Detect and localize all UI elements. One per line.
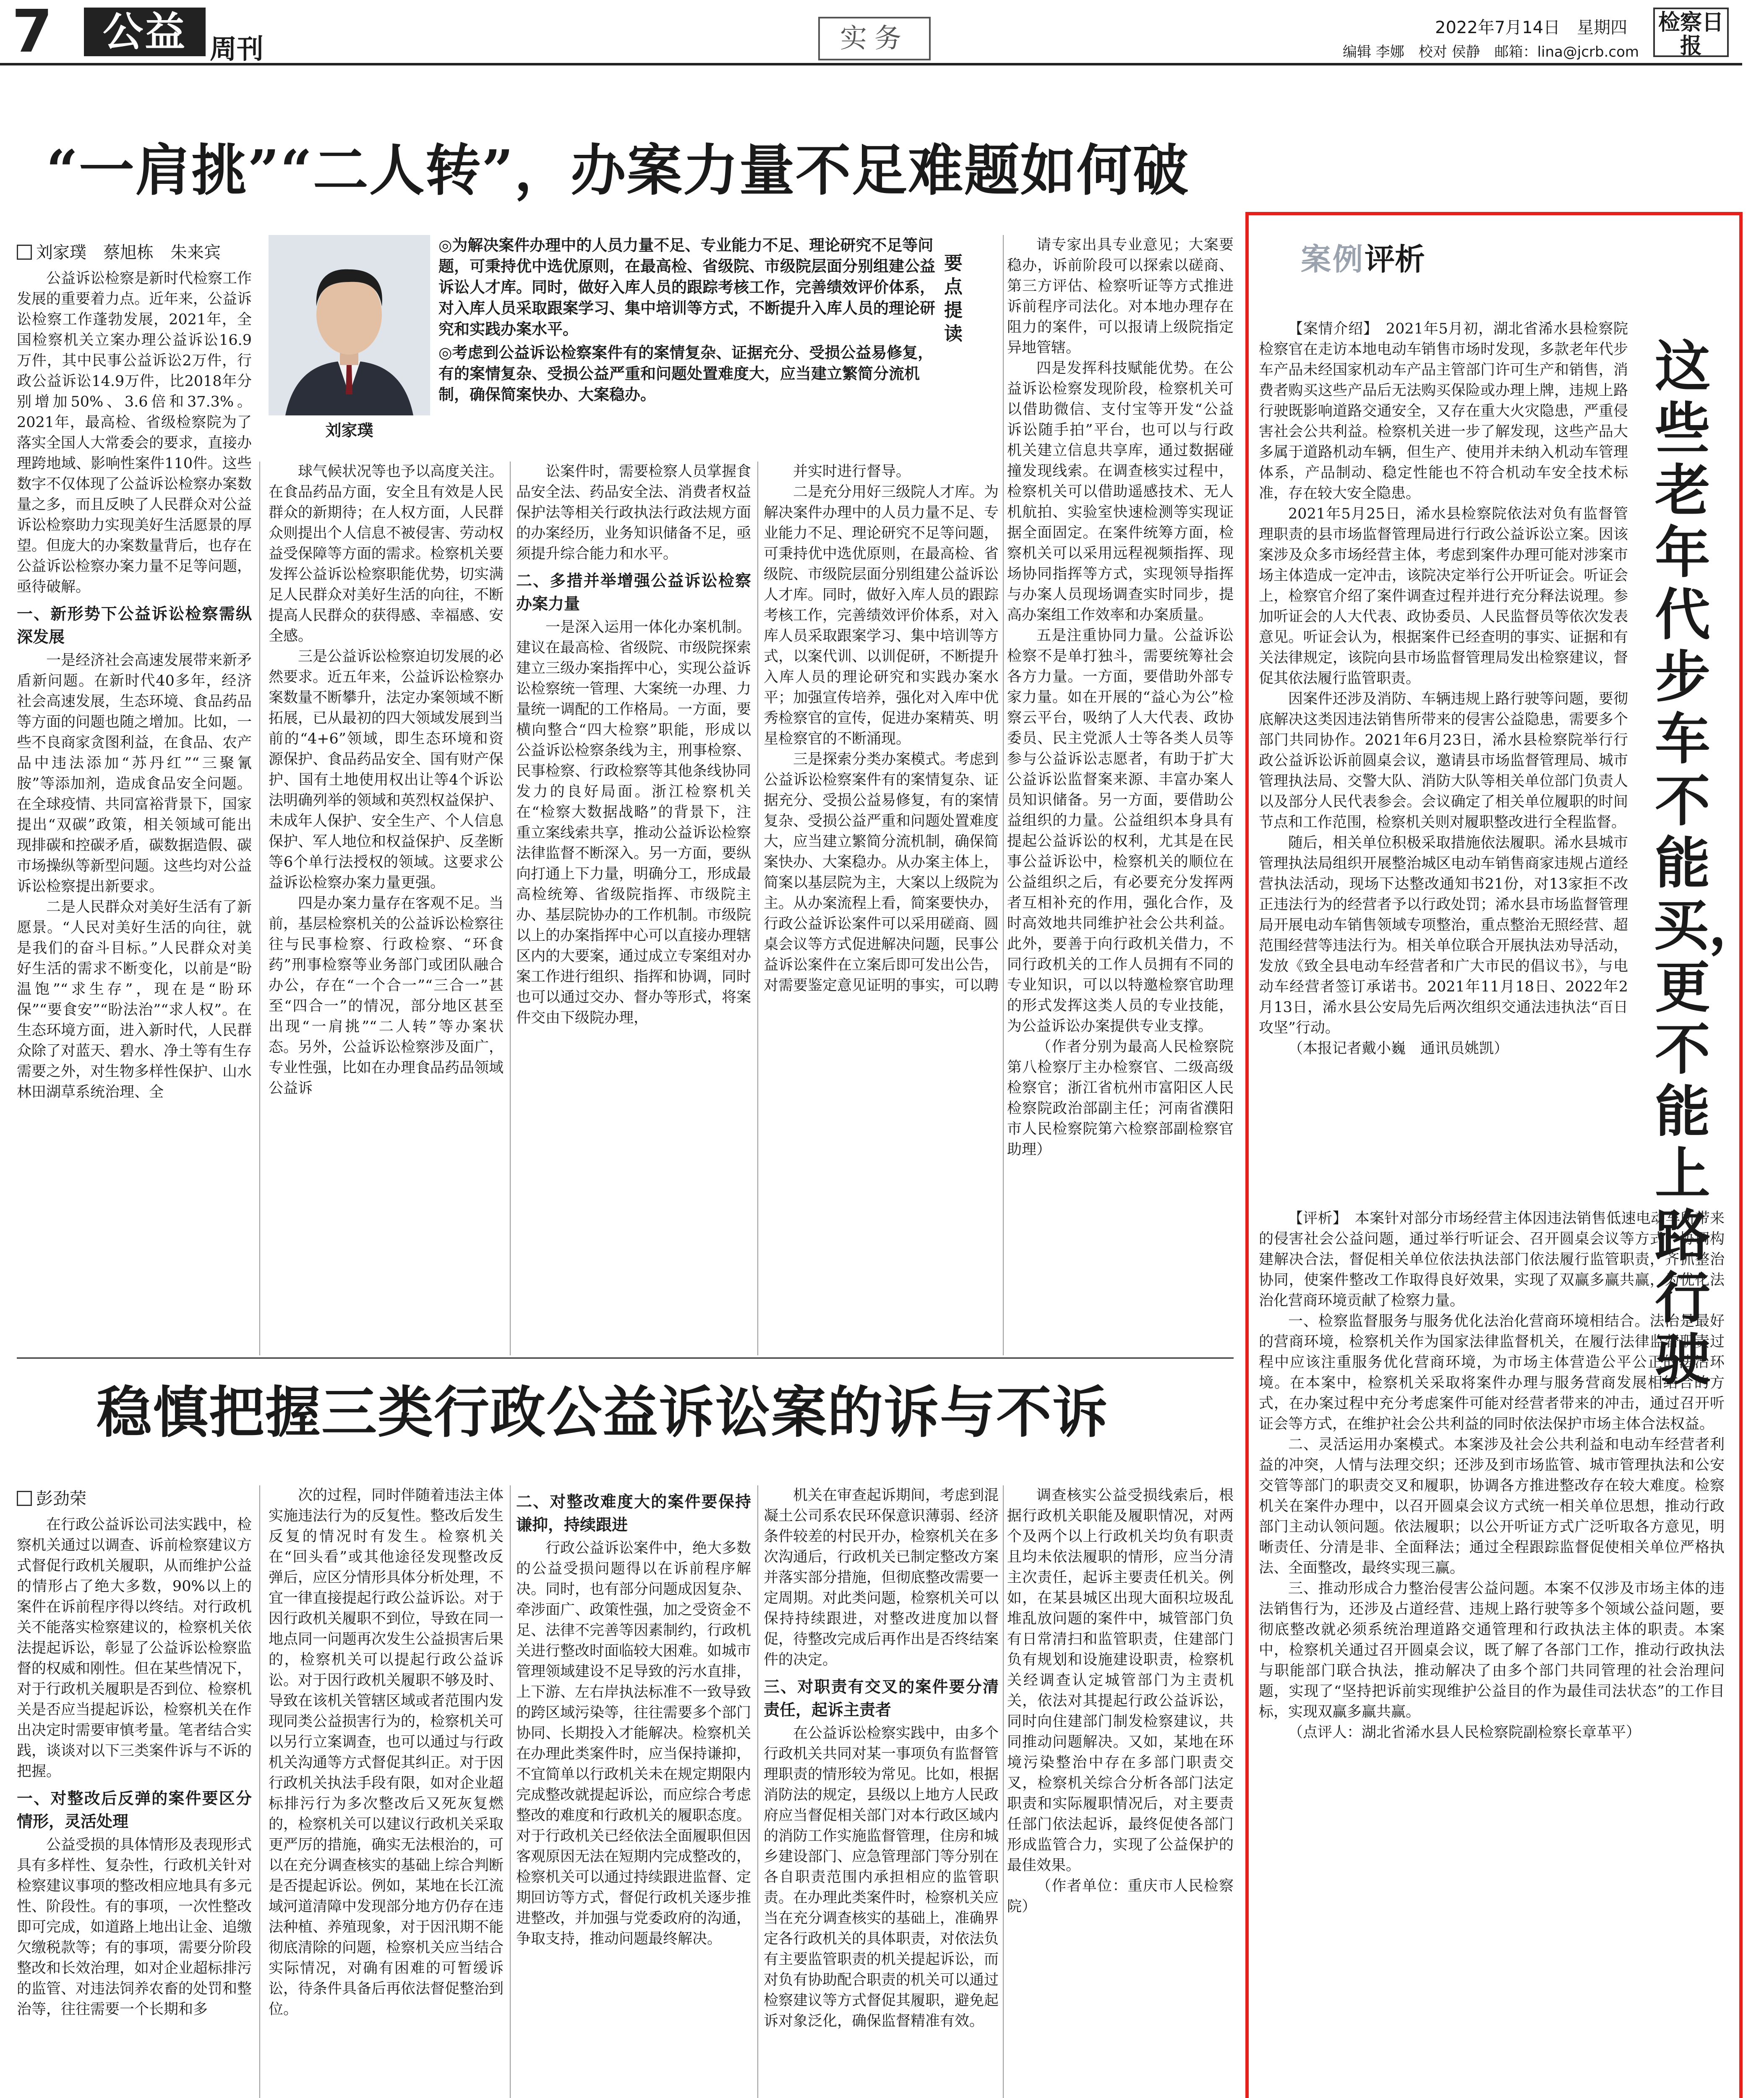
paragraph: 在行政公益诉讼司法实践中，检察机关通过以调查、诉前检察建议方式督促行政机关履职，从而维护公益的情形占了绝大多数，90%以上的案件在诉前程序得以终结。对行政机关不能落实检察建议的，检察机关依法提起诉讼，彰显了公益诉讼检察监督的权威和刚性。但在某些情况下，对于行政机关履职是否到位、检察机关是否应当提起诉讼，检察机关在作出决定时需要审慎考量。笔者结合实践，谈谈对以下三类案件诉与不诉的把握。 xyxy=(17,1516,252,1780)
paragraph: 调查核实公益受损线索后，根据行政机关职能及履职情况，对两个及两个以上行政机关均负有职责且均未依法履职的情形，应当分清主次责任，起诉主要责任机关。例如，在某县城区出现大面积垃圾乱堆乱放问题的案件中，城管部门负有日常清扫和监管职责，住建部门负有规划和设施建设职责，检察机关经调查认定城管部门为主责机关，依法对其提起行政公益诉讼，同时向住建部门制发检察建议，共同推动问题解决。又如，某地在环境污染整治中存在多部门职责交叉，检察机关综合分析各部门法定职责和实际履职情况后，对主要责任部门依法起诉，最终促使各部门形成监管合力，实现了公益保护的最佳效果。 xyxy=(1007,1487,1234,1874)
column-divider xyxy=(757,462,758,1355)
paragraph: 行政公益诉讼案件中，绝大多数的公益受损问题得以在诉前程序解决。同时，也有部分问题成因复杂、牵涉面广、政策性强，加之受资金不足、法律不完善等因素制约，行政机关进行整改时面临较大困难。如城市管理领域建设不足导致的污水直排，上下游、左右岸执法标准不一致导致的跨区域污染等，往往需要多个部门协同、长期投入才能解决。检察机关在办理此类案件时，应当保持谦抑，不宜简单以行政机关未在规定期限内完成整改就提起诉讼，而应综合考虑整改的难度和行政机关的履职态度。对于行政机关已经依法全面履职但因客观原因无法在短期内完成整改的，检察机关可以通过持续跟进监督、定期回访等方式，督促行政机关逐步推进整改，并加强与党委政府的沟通，争取支持，推动问题最终解决。 xyxy=(516,1540,752,1947)
column-divider xyxy=(757,1485,758,2098)
section-brand: 公益 xyxy=(84,8,206,56)
article1-col-4 xyxy=(764,462,999,1355)
article1-col-2 xyxy=(269,462,504,1355)
key-points-label: 要点提读 xyxy=(944,253,963,344)
article2-author: 彭劲荣 xyxy=(36,1489,86,1508)
paragraph: 机关在审查起诉期间，考虑到混凝土公司系农民环保意识薄弱、经济条件较差的村民开办，检察机关在多次沟通后，行政机关已制定整改方案并落实部分措施，但彻底整改需要一定周期。对此类问题，检察机关可以保持持续跟进，对整改进度加以督促，待整改完成后再作出是否终结案件的决定。 xyxy=(764,1487,999,1668)
paragraph: 因案件还涉及消防、车辆违规上路行驶等问题，要彻底解决这类因违法销售所带来的侵害公益隐患，需要多个部门共同协作。2021年6月23日，浠水县检察院举行行政公益诉讼诉前圆桌会议，邀请县市场监督管理局、城市管理执法局、交警大队、消防大队等相关单位部门负责人以及部分人民代表参会。会议确定了相关单位履职的时间节点和工作范围，检察机关则对履职整改进行全程监督。 xyxy=(1259,691,1628,831)
article1-col-3 xyxy=(516,462,751,1355)
key-point-1: ◎为解决案件办理中的人员力量不足、专业能力不足、理论研究不足等问题，可秉持优中选优原则，在最高检、省级院、市级院层面分别组建公益诉讼人才库。同时，做好入库人员的跟踪考核工作，完善绩效评价体系，对入库人员采取跟案学习、集中培训等方式，不断提升入库人员的理论研究和实践办案水平。 xyxy=(438,236,935,338)
subheading: 二、多措并举增强公益诉讼检察办案力量 xyxy=(516,571,751,613)
portrait-caption: 刘家璞 xyxy=(325,421,373,440)
paragraph: 请专家出具专业意见；大案要稳办，诉前阶段可以探索以磋商、第三方评估、检察听证等方式推进诉前程序司法化。对本地办理存在阻力的案件，可以报请上级院指定异地管辖。 xyxy=(1007,237,1234,356)
case-analysis-label xyxy=(1301,235,1425,279)
case-title: 这些老年代步车不能买，更不能上路行驶 xyxy=(1653,334,1764,1393)
subheading: 三、对职责有交叉的案件要分清责任，起诉主责者 xyxy=(764,1678,999,1719)
column-divider xyxy=(510,1485,511,2098)
case-body-top xyxy=(1259,319,1628,1200)
byline-box-icon xyxy=(17,245,32,260)
paragraph: 五是注重协同力量。公益诉讼检察不是单打独斗，需要统筹社会各方力量。一方面，要借助外部专家力量。如在开展的“益心为公”检察云平台，吸纳了人大代表、政协委员、民主党派人士等各类人员等参与公益诉讼志愿者，有助于扩大公益诉讼监督案来源、丰富办案人员知识储备。另一方面，要借助公益组织的力量。公益组织本身具有提起公益诉讼的权利，尤其是在民事公益诉讼中，检察机关的顺位在公益组织之后，有必要充分发挥两者互相补充的作用，强化合作，及时高效地共同维护社会公共利益。此外，要善于向行政机关借力，不同行政机关的工作人员拥有不同的专业知识，可以以特邀检察官助理的形式发挥这类人员的专业技能，为公益诉讼办案提供专业支撑。 xyxy=(1007,627,1234,1035)
subheading: 一、新形势下公益诉讼检察需纵深发展 xyxy=(17,605,252,646)
column-divider xyxy=(1003,1485,1004,2098)
paragraph: 二、灵活运用办案模式。本案涉及社会公共利益和电动车经营者利益的冲突，人情与法理交织；还涉及到市场监管、城市管理执法和公安交管等部门的职责交叉和履职，协调各方推进整改存在较大难度。检察机关在案件办理中，以召开圆桌会议方式统一相关单位思想，推动行政部门主动认领问题。依法履职；以公开听证方式广泛听取各方意见，明晰责任、分清是非、全面释法；通过全程跟踪监督促使相关单位严格执法、全面整改，最终实现三赢。 xyxy=(1259,1436,1725,1576)
column-name: 实务 xyxy=(818,17,931,60)
paragraph: 二是充分用好三级院人才库。为解决案件办理中的人员力量不足、专业能力不足、理论研究不足等问题，可秉持优中选优原则，在最高检、省级院、市级院层面分别组建公益诉讼人才库。同时，做好入库人员的跟踪考核工作，完善绩效评价体系，对入库人员采取跟案学习、集中培训等方式，以案代训、以训促研，不断提升入库人员的理论研究和实践办案水平；加强宣传培养，强化对入库中优秀检察官的宣传，促进办案精英、明星检察官的不断涌现。 xyxy=(764,484,999,747)
key-point-2: ◎考虑到公益诉讼检察案件有的案情复杂、证据充分、受损公益易修复，有的案情复杂、受损公益严重和问题处置难度大，应当建立繁简分流机制，确保简案快办、大案稳办。 xyxy=(438,344,934,404)
paragraph: 次的过程，同时伴随着违法主体实施违法行为的反复性。整改后发生反复的情况时有发生。检察机关在“回头看”或其他途径发现整改反弹后，应区分情形具体分析处理，不宜一律直接提起行政公益诉讼。对于因行政机关履职不到位，导致在同一地点同一问题再次发生公益损害后果的，检察机关可以提起行政公益诉讼。对于因行政机关履职不够及时、导致在该机关管辖区域或者范围内发现同类公益损害行为的，检察机关可以另行立案调查，也可以通过与行政机关沟通等方式督促其纠正。对于因行政机关执法手段有限，如对企业超标排污行为多次整改后又死灰复燃的，检察机关可以建议行政机关采取更严厉的措施，确实无法根治的，可以在充分调查核实的基础上综合判断是否提起诉讼。例如，某地在长江流域河道清障中发现部分地方仍存在违法种植、养殖现象，对于因汛期不能彻底清除的问题，检察机关应当结合实际情况，对确有困难的可暂缓诉讼，待条件具备后再依法督促整治到位。 xyxy=(269,1487,504,2018)
article2-byline xyxy=(17,1485,86,1509)
paragraph: 一是经济社会高速发展带来新矛盾新问题。在新时代40多年，经济社会高速发展，生态环境、食品药品等方面的问题也随之增加。比如，一些不良商家贪图利益，在食品、农产品中违法添加“苏丹红”“三聚氰胺”等添加剂，造成食品安全问题。在全球疫情、共同富裕背景下，国家提出“双碳”政策，相关领域可能出现排碳和控碳矛盾，碳数据造假、碳市场操纵等新型问题。这些均对公益诉讼检察提出新要求。 xyxy=(17,652,252,895)
paragraph: 讼案件时，需要检察人员掌握食品安全法、药品安全法、消费者权益保护法等相关行政执法行政法规方面的办案经历，业务知识储备不足，亟须提升综合能力和水平。 xyxy=(516,463,752,562)
column-divider xyxy=(259,1485,260,2098)
column-divider xyxy=(259,462,260,1355)
paragraph: 三是探索分类办案模式。考虑到公益诉讼检察案件有的案情复杂、证据充分、受损公益易修复，有的案情复杂、受损公益严重和问题处置难度大，应当建立繁简分流机制，确保简案快办、大案稳办。从办案主体上，简案以基层院为主，大案以上级院为主。从办案流程上看，简案要快办，行政公益诉讼案件可以采用磋商、圆桌会议等方式促进解决问题，民事公益诉讼案件在立案后即可发出公告，对需要鉴定意见证明的事实，可以聘 xyxy=(764,751,999,994)
editor-credits: 编辑 李娜 校对 侯静 邮箱：lina@jcrb.com xyxy=(1343,44,1639,60)
newspaper-logo: 检察日报 xyxy=(1653,8,1729,57)
issue-date: 2022年7月14日 星期四 xyxy=(1435,18,1628,37)
paragraph: 并实时进行督导。 xyxy=(793,463,911,480)
section-divider xyxy=(17,1357,1234,1359)
paragraph: 一、检察监督服务与服务优化法治化营商环境相结合。法治是最好的营商环境，检察机关作为国家法律监督机关，在履行法律监督职责过程中应该注重服务优化营商环境，为市场主体营造公平公正的法治环境。在本案中，检察机关采取将案件办理与服务营商发展相结合的方式，在办案过程中充分考虑案件可能对经营者带来的冲击，通过召开听证会等方式，在维护社会公共利益的同时依法保护市场主体合法权益。 xyxy=(1259,1313,1725,1433)
paragraph: 公益受损的具体情形及表现形式具有多样性、复杂性，行政机关针对检察建议事项的整改相应地具有多元性、阶段性。有的事项，一次性整改即可完成，如道路上地出让金、追缴欠缴税款等；有的事项，需要分阶段整改和长效治理，如对企业超标排污的监管、对违法饲养农畜的处罚和整治等，往往需要一个长期和多 xyxy=(17,1837,252,2018)
paragraph: （点评人：湖北省浠水县人民检察院副检察长章革平） xyxy=(1288,1724,1641,1741)
case-label-b: 评析 xyxy=(1365,242,1425,277)
paragraph: （本报记者戴小巍 通讯员姚凯） xyxy=(1288,1040,1509,1057)
article2-col-3 xyxy=(516,1485,751,2098)
section-weekly-label: 周刊 xyxy=(210,34,264,65)
paragraph: 2021年5月25日，浠水县检察院依法对负有监督管理职责的县市场监督管理局进行行政公益诉讼立案。因该案涉及众多市场经营主体，考虑到案件办理可能对涉案市场主体造成一定冲击，该院决定举行公开听证会。听证会上，检察官介绍了案件调查过程并进行充分释法说理。参加听证会的人大代表、政协委员、人民监督员等依次发表意见。听证会认为，根据案件已经查明的事实、证据和有关法律规定，该院向县市场监督管理局发出检察建议，督促其依法履行监管职责。 xyxy=(1259,506,1628,687)
article2-col-2 xyxy=(269,1485,504,2098)
article1-authors: 刘家璞 蔡旭栋 朱来宾 xyxy=(36,243,221,262)
paragraph: 【评析】 本案针对部分市场经营主体因违法销售低速电动车所带来的侵害社会公益问题，通过举行听证会、召开圆桌会议等方式，协调构建解决合法，督促相关单位依法执法部门依法履行监管职责，齐抓整治协同，使案件整改工作取得良好效果，实现了双赢多赢共赢，为优化法治化营商环境贡献了检察力量。 xyxy=(1259,1210,1725,1309)
case-label-a: 案例 xyxy=(1301,242,1365,277)
paragraph: 三是公益诉讼检察迫切发展的必然要求。近五年来，公益诉讼检察办案数量不断攀升，法定办案领域不断拓展，已从最初的四大领域发展到当前的“4+6”领域，即生态环境和资源保护、食品药品安全、国有财产保护、国有土地使用权出让等4个诉讼法明确列举的领域和英烈权益保护、未成年人保护、安全生产、个人信息保护、军人地位和权益保护、反垄断等6个单行法授权的领域。这要求公益诉讼检察办案力量更强。 xyxy=(269,648,504,891)
paragraph: 三、推动形成合力整治侵害公益问题。本案不仅涉及市场主体的违法销售行为，还涉及占道经营、违规上路行驶等多个领域公益问题，要彻底整改就必须系统治理道路交通管理和行政执法主体的职责。本案中，检察机关通过召开圆桌会议，既了解了各部门工作，推动行政执法与职能部门联合执法，推动解决了由多个部门共同管理的社会治理问题，实现了“坚持把诉前实现维护公益目的作为最佳司法状态”的工作目标，实现双赢多赢共赢。 xyxy=(1259,1580,1725,1720)
article2-col-4 xyxy=(764,1485,999,2098)
article2-col-5 xyxy=(1007,1485,1234,2098)
subheading: 二、对整改难度大的案件要保持谦抑，持续跟进 xyxy=(516,1493,751,1534)
article1-col-1 xyxy=(17,269,252,1355)
page-number: 7 xyxy=(12,0,53,66)
paragraph: （作者分别为最高人民检察院第八检察厅主办检察官、二级高级检察官；浙江省杭州市富阳区人民检察院政治部副主任；河南省濮阳市人民检察院第六检察部副检察官助理） xyxy=(1007,1039,1234,1158)
paragraph: 在公益诉讼检察实践中，由多个行政机关共同对某一事项负有监督管理职责的情形较为常见。比如，根据消防法的规定，县级以上地方人民政府应当督促相关部门对本行政区域内的消防工作实施监督管理，住房和城乡建设部门、应急管理部门等分别在各自职责范围内承担相应的监管职责。在办理此类案件时，检察机关应当在充分调查核实的基础上，准确界定各行政机关的具体职责，对依法负有主要监管职责的机关提起诉讼，而对负有协助配合职责的机关可以通过检察建议等方式督促其履职，避免起诉对象泛化，确保监督精准有效。 xyxy=(764,1725,999,2030)
paragraph: 二是人民群众对美好生活有了新愿景。“人民对美好生活的向往，就是我们的奋斗目标。”人民群众对美好生活的需求不断变化，以前是“盼温饱”“求生存”，现在是“盼环保”“要食安”“盼法治”“求人权”。在生态环境方面，进入新时代，人民群众除了对蓝天、碧水、净土等有生存需要之外，对生物多样性保护、山水林田湖草系统治理、全 xyxy=(17,899,252,1101)
paragraph: 四是发挥科技赋能优势。在公益诉讼检察发现阶段，检察机关可以借助微信、支付宝等开发“公益诉讼随手拍”平台，也可以与行政机关建立信息共享库，通过数据碰撞发现线索。在调查核实过程中，检察机关可以借助遥感技术、无人机航拍、实验室快速检测等实现证据全面固定。在案件统筹方面，检察机关可以采用远程视频指挥、现场协同指挥等方式，实现领导指挥与办案人员现场调查实时同步，提高办案组工作效率和办案质量。 xyxy=(1007,360,1234,624)
paragraph: 【案情介绍】 2021年5月初，湖北省浠水县检察院检察官在走访本地电动车销售市场时发现，多款老年代步车产品未经国家机动车产品主管部门许可生产和销售，消费者购买这些产品后无法购买保险或办理上牌，违规上路行驶既影响道路交通安全，又存在重大火灾隐患，严重侵害社会公共利益。检察机关进一步了解发现，这些产品大多属于道路机动车辆，但生产、使用并未纳入机动车管理体系，产品制动、稳定性能也不符合机动车安全技术标准，存在较大安全隐患。 xyxy=(1259,321,1628,502)
article2-col-1 xyxy=(17,1515,252,2098)
paragraph: 四是办案力量存在客观不足。当前，基层检察机关的公益诉讼检察往往与民事检察、行政检察、“环食药”刑事检察等业务部门或团队融合办公，存在“一个合一”“三合一”甚至“四合一”的情况，部分地区甚至出现“一肩挑”“二人转”等办案状态。另外，公益诉讼检察涉及面广，专业性强，比如在办理食品药品领域公益诉 xyxy=(269,895,504,1097)
author-portrait xyxy=(269,235,430,415)
paragraph: 随后，相关单位积极采取措施依法履职。浠水县城市管理执法局组织开展整治城区电动车销售商家违规占道经营执法活动，现场下达整改通知书21份，对13家拒不改正违法行为的经营者予以行政处罚；浠水县市场监督管理局开展电动车销售领域专项整治，重点整治无照经营、超范围经营等违法行为。相关单位联合开展执法劝导活动，发放《致全县电动车经营者和广大市民的倡议书》，与电动车经营者签订承诺书。2021年11月18日、2022年2月13日，浠水县公安局先后两次组织交通法违执法“百日攻坚”行动。 xyxy=(1259,835,1628,1036)
article1-col-5 xyxy=(1007,235,1234,1355)
article2-headline: 稳慎把握三类行政公益诉讼案的诉与不诉 xyxy=(97,1380,1109,1445)
byline-box-icon xyxy=(17,1491,32,1506)
key-points xyxy=(438,235,942,405)
subheading: 一、对整改后反弹的案件要区分情形，灵活处理 xyxy=(17,1789,252,1831)
article1-byline xyxy=(17,239,221,263)
paragraph: 球气候状况等也予以高度关注。在食品药品方面，安全且有效是人民群众的新期待；在人权方面，人民群众则提出个人信息不被侵害、劳动权益受保障等方面的需求。检察机关要发挥公益诉讼检察职能优势，切实满足人民群众对美好生活的向往，不断提高人民群众的获得感、幸福感、安全感。 xyxy=(269,463,504,645)
paragraph: 公益诉讼检察是新时代检察工作发展的重要着力点。近年来，公益诉讼检察工作蓬勃发展，2021年，全国检察机关立案办理公益诉讼16.9万件，其中民事公益诉讼2万件，行政公益诉讼14.9万件，比2018年分别增加50%、3.6倍和37.3%。2021年，最高检、省级检察院为了落实全国人大常委会的要求，直接办理跨地域、影响性案件110件。这些数字不仅体现了公益诉讼检察办案数量之多，而且反映了人民群众对公益诉讼检察助力实现美好生活愿景的厚望。但庞大的办案数量背后，也存在公益诉讼检察办案力量不足等问题，亟待破解。 xyxy=(17,270,252,595)
article1-headline: “一肩挑”“二人转”，办案力量不足难题如何破 xyxy=(46,138,1189,203)
case-body-bottom xyxy=(1259,1208,1725,2098)
paragraph: （作者单位：重庆市人民检察院） xyxy=(1007,1878,1234,1915)
column-divider xyxy=(1003,235,1004,1355)
column-divider xyxy=(510,462,511,1355)
portrait-photo xyxy=(269,235,430,415)
paragraph: 一是深入运用一体化办案机制。建议在最高检、省级院、市级院探索建立三级办案指挥中心，实现公益诉讼检察统一管理、大案统一办理、力量统一调配的工作格局。一方面，要横向整合“四大检察”职能，形成以公益诉讼检察条线为主，刑事检察、民事检察、行政检察等其他条线协同发力的良好局面。浙江检察机关在“检察大数据战略”的背景下，注重立案线索共享，推动公益诉讼检察法律监督不断深入。另一方面，要纵向打通上下力量，明确分工，形成最高检统筹、省级院指挥、市级院主办、基层院协办的工作机制。市级院以上的办案指挥中心可以直接办理辖区内的大要案，通过成立专案组对办案工作进行组织、指挥和协调，同时也可以通过交办、督办等形式，将案件交由下级院办理， xyxy=(516,619,752,1026)
